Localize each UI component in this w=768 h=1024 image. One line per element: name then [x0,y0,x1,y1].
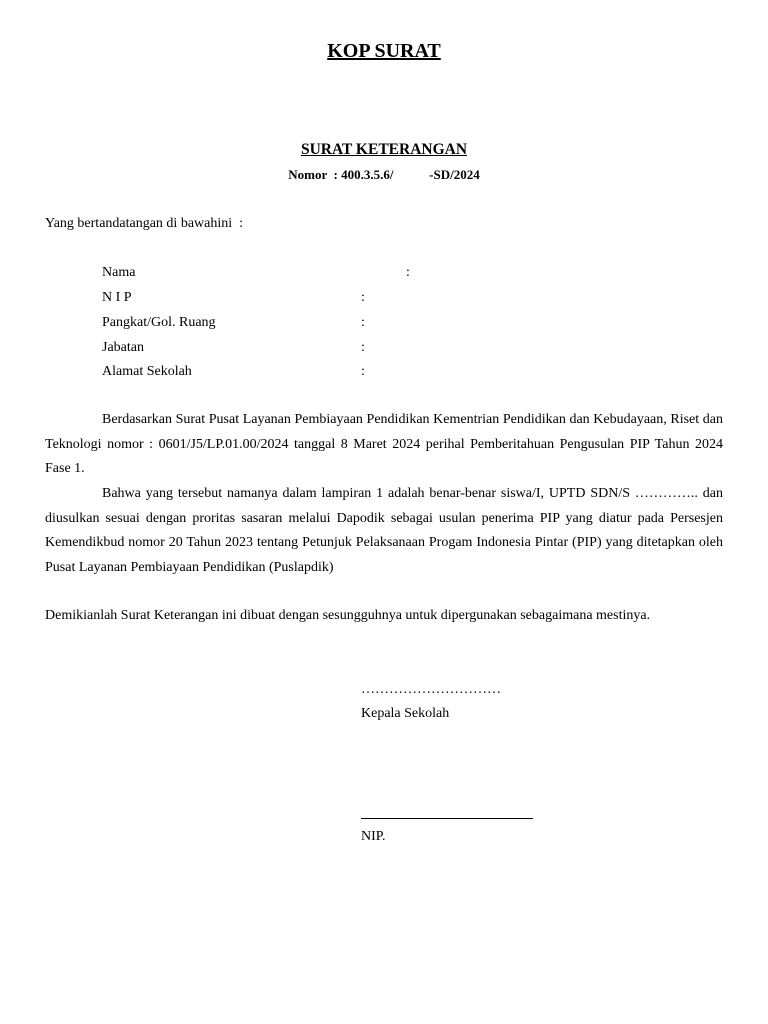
body-paragraph-1: Berdasarkan Surat Pusat Layanan Pembiayaan Pendidikan Kementrian Pendidikan dan Kebudayaan, Riset dan Teknologi nomor : 0601/J5/LP.01.00/2024 tanggal 8 Maret 2024 perihal Pemberitahuan Pengusulan PIP Tahun 2024 Fase 1. [45,412,723,476]
field-label-nip: N I P [102,290,132,305]
letter-title: SURAT KETERANGAN [300,141,468,158]
field-colon-nip: : [361,290,365,305]
opening-line: Yang bertandatangan di bawahini : [45,216,244,231]
field-label-pangkat: Pangkat/Gol. Ruang [102,315,216,330]
signature-line [361,818,533,819]
body-paragraph-2: Bahwa yang tersebut namanya dalam lampiran 1 adalah benar-benar siswa/I, UPTD SDN/S ………….. dan diusulkan sesuai dengan proritas sasaran melalui Dapodik sebagai usulan penerima PIP yang diatur pada Persesjen Kemendikbud nomor 20 Tahun 2023 tentang Petunjuk Pelaksanaan Progam Indonesia Pintar (PIP) yang ditetapkan oleh Pusat Layanan Pembiayaan Pendidikan (Puslapdik) [45,486,723,575]
field-label-alamat: Alamat Sekolah [102,364,192,379]
signature-position: Kepala Sekolah [361,706,450,721]
closing-paragraph: Demikianlah Surat Keterangan ini dibuat dengan sesungguhnya untuk dipergunakan sebagaimana mestinya. [45,608,651,623]
letterhead-placeholder: KOP SURAT [327,40,441,62]
letter-number: Nomor : 400.3.5.6/ -SD/2024 [288,167,480,182]
field-colon-nama: : [406,265,410,280]
field-label-jabatan: Jabatan [102,340,144,355]
signature-date-placeholder: ………………………… [361,682,501,697]
signature-nip: NIP. [361,829,386,844]
field-colon-alamat: : [361,364,365,379]
field-label-nama: Nama [102,265,136,280]
field-colon-pangkat: : [361,315,365,330]
field-colon-jabatan: : [361,340,365,355]
